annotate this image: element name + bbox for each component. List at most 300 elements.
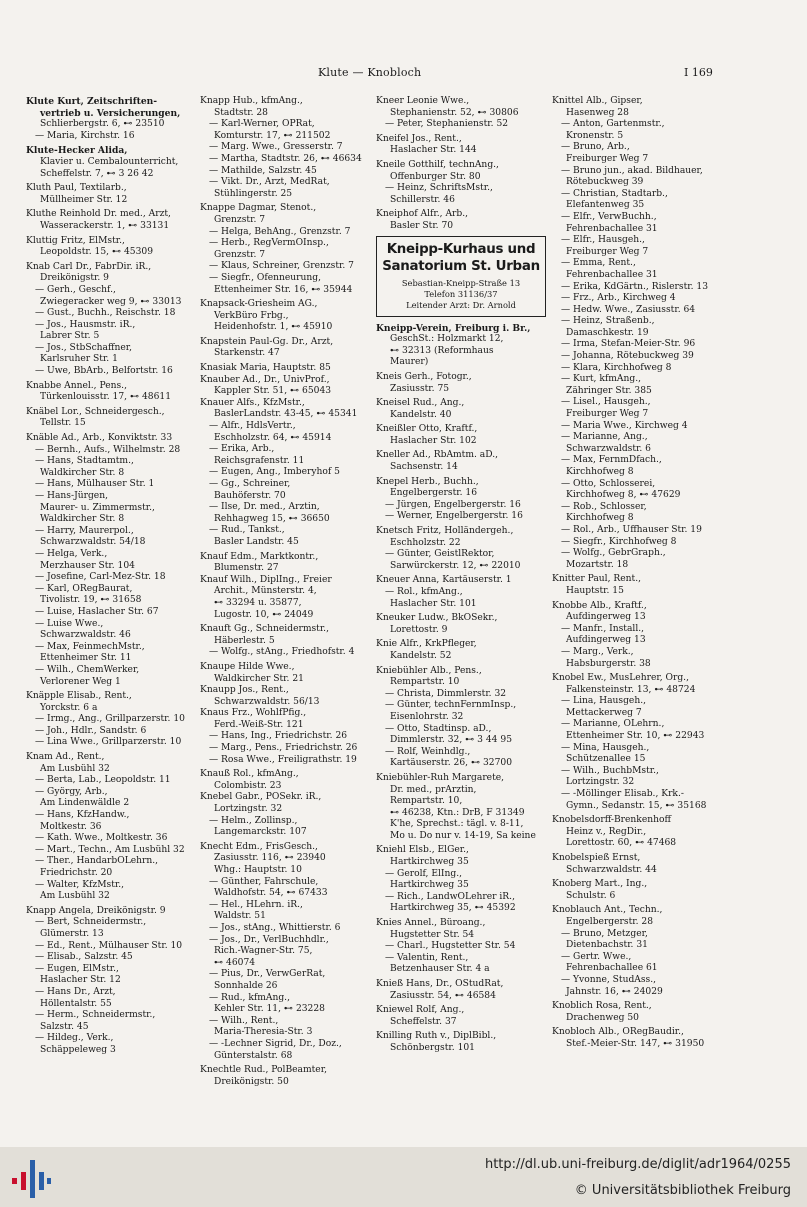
directory-entry-line: Knies Annel., Büroang., (376, 918, 486, 929)
directory-entry-line: — Helga, BehAng., Grenzstr. 7 (209, 226, 351, 237)
directory-entry-line: ⊷ 46074 (214, 957, 256, 968)
advert-line2: Sanatorium St. Urban (382, 258, 540, 274)
directory-entry-line: Am Lindenwäldle 2 (40, 798, 130, 809)
directory-entry-line: Zasiusstr. 75 (390, 383, 450, 394)
directory-entry-line: Maria-Theresia-Str. 3 (214, 1027, 313, 1038)
directory-entry-line: — Martha, Stadtstr. 26, ⊷ 46634 (209, 153, 362, 164)
directory-entry-line: Knobelspieß Ernst, (552, 853, 641, 863)
directory-entry-line: Sachsenstr. 14 (390, 462, 458, 473)
directory-entry-line: Knabbe Annel., Pens., (26, 380, 127, 391)
directory-entry-line: — Kath. Wwe., Moltkestr. 36 (35, 833, 168, 844)
directory-entry-line: — Bruno, Arb., (561, 142, 630, 153)
directory-entry-line: — Marg., Verk., (561, 646, 634, 657)
directory-entry-line: — Rolf, Weinhdlg., (385, 746, 471, 757)
directory-entry-line: Knobloch Alb., ORegBaudir., (552, 1027, 684, 1038)
directory-entry-line: Knam Ad., Rent., (26, 752, 105, 763)
directory-entry-line: — Yvonne, StudAss., (561, 974, 657, 985)
advert-line1: Kneipp-Kurhaus und (386, 241, 536, 257)
directory-entry-line: Haslacher Str. 101 (390, 598, 477, 609)
directory-entry-line: Engelbergerstr. 16 (390, 488, 478, 499)
directory-entry-line: Grenzstr. 7 (214, 214, 266, 225)
directory-entry-line: Verlorener Weg 1 (40, 676, 121, 687)
directory-entry-line: Friedrichstr. 20 (40, 868, 113, 878)
directory-entry-line: — Wilh., Rent., (209, 1015, 279, 1026)
directory-entry-line: Maurer- u. Zimmermstr., (40, 502, 155, 513)
directory-entry-line: — Mina, Hausgeh., (561, 742, 650, 753)
viewer-footer (0, 1147, 807, 1207)
directory-entry-line: Waldkircher Str. 21 (214, 673, 304, 684)
directory-entry-line: Moltkestr. 36 (40, 821, 102, 832)
directory-entry-line: Komturstr. 17, ⊷ 211502 (214, 130, 331, 141)
directory-entry-line: Knapstein Paul-Gg. Dr., Arzt, (200, 336, 334, 347)
directory-entry-line: Archit., Münsterstr. 4, (214, 586, 317, 597)
directory-entry-line: — Gg., Schreiner, (209, 479, 291, 489)
directory-entry-line: Knitter Paul, Rent., (552, 574, 641, 585)
directory-entry-line: Eschholzstr. 64, ⊷ 45914 (214, 432, 332, 443)
directory-entry-line: Jahnstr. 16, ⊷ 24029 (566, 986, 663, 997)
directory-entry-line: — Heinz, Straßenb., (561, 316, 655, 327)
directory-entry-line: Kneller Ad., RbAmtm. aD., (376, 450, 499, 461)
directory-entry-line: Dr. med., prÄrztin, (390, 784, 477, 795)
directory-entry-line: Kneuer Anna, Kartäuserstr. 1 (376, 575, 512, 586)
directory-entry-line: Stühlingerstr. 25 (214, 188, 293, 199)
directory-entry-line: Haslacher Str. 12 (40, 975, 121, 986)
directory-entry-line: Ettenheimer Str. 16, ⊷ 35944 (214, 284, 353, 295)
directory-entry-line: — Josefine, Carl-Mez-Str. 18 (35, 572, 166, 583)
library-logo-icon (10, 1158, 52, 1200)
directory-entry-line: Klavier u. Cembalounterricht, (40, 156, 179, 167)
directory-entry-line: Schwarzwaldstr. 56/13 (214, 696, 320, 707)
directory-entry-line: Schwarzwaldstr. 54/18 (40, 537, 146, 548)
directory-entry-line: — Gertr. Wwe., (561, 951, 632, 962)
directory-entry-line: — Anton, Gartenmstr., (561, 119, 665, 130)
directory-entry-line: Haslacher Str. 102 (390, 435, 477, 446)
directory-entry-line: Labrer Str. 5 (40, 331, 100, 342)
directory-entry-line: Fehrenbachallee 31 (566, 223, 658, 234)
directory-entry-line: Knasiak Maria, Hauptstr. 85 (200, 363, 331, 374)
directory-entry-line: — Gerh., Geschf., (35, 284, 116, 295)
directory-entry-line: — Valentin, Rent., (385, 952, 469, 963)
directory-entry-line: — Hans-Jürgen, (35, 491, 108, 501)
directory-entry-line: — Hans, Stadtamtm., (35, 456, 134, 467)
directory-entry-line: Karlsruher Str. 1 (40, 354, 118, 365)
directory-entry-line: Sarwürckerstr. 12, ⊷ 22010 (390, 560, 521, 571)
directory-entry-line: — Bernh., Aufs., Wilhelmstr. 28 (35, 444, 181, 455)
directory-entry-line: Dietenbachstr. 31 (566, 940, 648, 951)
source-url-link[interactable]: http://dl.ub.uni-freiburg.de/diglit/adr1964/0255 (484, 1157, 791, 1172)
directory-entry-line: — Christian, Stadtarb., (561, 188, 668, 199)
directory-entry-line: Knäpple Elisab., Rent., (26, 691, 132, 702)
directory-entry-line: Knaus Frz., WohlfPfig., (200, 708, 307, 719)
directory-entry-line: Knab Carl Dr., FabrDir. iR., (26, 261, 152, 272)
directory-entry-line: Knie Alfr., KrkPfleger, (376, 639, 477, 650)
directory-entry-line: Zwiegeracker weg 9, ⊷ 33013 (40, 296, 182, 307)
directory-entry-line: — Walter, KfzMstr., (35, 879, 125, 890)
page-number: I 169 (684, 66, 713, 79)
directory-entry-line: — Bruno jun., akad. Bildhauer, (561, 165, 703, 176)
directory-entry-line: — Elfr., Hausgeh., (561, 235, 645, 246)
directory-entry-line: Heinz v., RegDir., (566, 826, 647, 837)
directory-entry-line: — Vikt. Dr., Arzt, MedRat, (209, 177, 330, 188)
directory-entry-line: — Rud., kfmAng., (209, 992, 290, 1003)
directory-entry-line: Knobelsdorff-Brenkenhoff (552, 815, 671, 826)
directory-entry-line: Kniewel Rolf, Ang., (376, 1005, 465, 1016)
directory-entry-line: VerkBüro Frbg., (214, 310, 289, 321)
advert-line4: Telefon 31136/37 (424, 288, 498, 299)
directory-entry-line: Heidenhofstr. 1, ⊷ 45910 (214, 322, 333, 333)
directory-entry-line: — Lisel., Hausgeh., (561, 397, 651, 408)
directory-entry-line: Waldkircher Str. 8 (40, 467, 125, 478)
directory-entry-line: Schwarzwaldstr. 46 (40, 630, 131, 641)
directory-entry-line: Kronenstr. 5 (566, 130, 624, 141)
directory-entry-line: Scheffelstr. 37 (390, 1016, 457, 1027)
directory-entry-line: Schillerstr. 46 (390, 194, 455, 205)
directory-entry-line: — Kurt, kfmAng., (561, 374, 642, 385)
directory-entry-line: — Rol., Arb., Uffhauser Str. 19 (561, 524, 702, 535)
directory-entry-line: Knoblich Rosa, Rent., (552, 1001, 652, 1012)
directory-entry-line: — Günther, Fahrschule, (209, 876, 319, 887)
directory-entry-line: — Jos., Dr., VerlBuchhdlr., (209, 934, 329, 945)
directory-entry-line: Mozartstr. 18 (566, 559, 629, 570)
directory-entry-line: ⊷ 32313 (Reformhaus (390, 345, 494, 356)
directory-entry-line: Knauf Wilh., DiplIng., Freier (200, 574, 332, 585)
directory-entry-line: GeschSt.: Holzmarkt 12, (390, 334, 504, 345)
directory-entry-line: Knobbe Alb., Kraftf., (552, 600, 647, 611)
directory-entry-line: — Mathilde, Salzstr. 45 (209, 165, 317, 176)
directory-entry-line: — Joh., Hdlr., Sandstr. 6 (35, 725, 147, 736)
directory-entry-line: — Maria, Kirchstr. 16 (35, 130, 135, 141)
directory-entry-line: ⊷ 33294 u. 35877, (214, 597, 302, 608)
directory-entry-line: Knapp Hub., kfmAng., (200, 96, 303, 106)
directory-entry-line: Habsburgerstr. 38 (566, 658, 651, 669)
advert-line5: Leitender Arzt: Dr. Arnold (406, 299, 516, 310)
directory-entry-line: — Alfr., HdlsVertr., (209, 421, 296, 432)
directory-entry-line: — Hans, Mülhauser Str. 1 (35, 479, 155, 490)
directory-entry-line: Kluttig Fritz, ElMstr., (26, 235, 125, 246)
directory-entry-line: Klute Kurt, Zeitschriften- (26, 96, 158, 107)
directory-entry-line: Lorettostr. 60, ⊷ 47468 (566, 838, 677, 849)
directory-entry-line: — Mart., Techn., Am Lusbühl 32 (35, 844, 185, 855)
directory-entry-line: Dreikönigstr. 50 (214, 1076, 289, 1087)
directory-entry-line: Merzhauser Str. 104 (40, 560, 135, 571)
directory-entry-line: — Max, FeinmechMstr., (35, 641, 145, 652)
directory-entry-line: Dreikönigstr. 9 (40, 273, 109, 284)
directory-entry-line: Knapsack-Griesheim AG., (200, 299, 318, 310)
directory-entry-line: Klute-Hecker Alida, (26, 145, 128, 157)
directory-entry-line: — Helm., Zollinsp., (209, 815, 298, 826)
directory-entry-line: — Ther., HandarbOLehrn., (35, 856, 159, 867)
directory-entry-line: — Jos., StbSchaffner, (35, 342, 133, 353)
directory-entry-line: Leopoldstr. 15, ⊷ 45309 (40, 247, 154, 258)
directory-entry-line: — Marianne, OLehrn., (561, 719, 665, 730)
directory-entry-line: Rehhagweg 15, ⊷ 36650 (214, 513, 330, 524)
directory-entry-line: Häberlestr. 5 (214, 635, 275, 646)
directory-entry-line: Stephanienstr. 52, ⊷ 30806 (390, 107, 519, 118)
directory-entry-line: Bauhöferstr. 70 (214, 490, 286, 501)
directory-entry-line: Schwarzwaldstr. 44 (566, 864, 657, 875)
directory-entry-line: — Helga, Verk., (35, 548, 108, 559)
directory-entry-line: — Irma, Stefan-Meier-Str. 96 (561, 339, 696, 350)
directory-entry-line: — Frz., Arb., Kirchweg 4 (561, 293, 676, 304)
directory-entry-line: — Rich., LandwOLehrer iR., (385, 891, 515, 902)
copyright-notice: © Universitätsbibliothek Freiburg (574, 1183, 791, 1198)
directory-entry-line: Knapp Angela, Dreikönigstr. 9 (26, 905, 166, 916)
directory-entry-line: Falkensteinstr. 13, ⊷ 48724 (566, 684, 696, 695)
directory-entry-line: Kneipp-Verein, Freiburg i. Br., (376, 322, 531, 334)
directory-entry-line: Langemarckstr. 107 (214, 827, 307, 838)
directory-entry-line: Mettackerweg 7 (566, 707, 642, 718)
directory-entry-line: Knilling Ruth v., DiplBibl., (376, 1031, 497, 1042)
directory-entry-line: Knebel Gabr., POSekr. iR., (200, 792, 322, 803)
directory-entry-line: Kneisel Rud., Ang., (376, 398, 465, 409)
directory-entry-line: — Erika, Arb., (209, 444, 275, 455)
directory-entry-line: Yorckstr. 6 a (40, 702, 98, 713)
directory-entry-line: Knäble Ad., Arb., Konviktstr. 33 (26, 433, 173, 444)
directory-entry-line: Aufdingerweg 13 (566, 635, 646, 646)
directory-entry-line: — Max, FernmDfach., (561, 455, 662, 466)
directory-entry-line: Fehrenbachallee 31 (566, 269, 658, 280)
directory-entry-line: Hasenweg 28 (566, 107, 629, 118)
directory-entry-line: Stef.-Meier-Str. 147, ⊷ 31950 (566, 1038, 705, 1049)
directory-entry-line: Schäppeleweg 3 (40, 1044, 116, 1055)
directory-entry-line: — Hans Dr., Arzt, (35, 986, 116, 997)
directory-entry-line: Betzenhauser Str. 4 a (390, 964, 490, 975)
directory-entry-line: Ettenheimer Str. 11 (40, 653, 132, 664)
directory-entry-line: Kandelstr. 52 (390, 650, 452, 661)
directory-entry-line: ⊷ 46238, Ktn.: DrB, F 31349 (390, 807, 525, 818)
directory-entry-line: Ferd.-Weiß-Str. 121 (214, 719, 304, 730)
directory-entry-line: Zasiusstr. 116, ⊷ 23940 (214, 853, 326, 864)
directory-entry-line: Rempartstr. 10 (390, 677, 460, 688)
directory-entry-line: Eisenlohrstr. 32 (390, 711, 464, 722)
directory-entry-line: Hartkirchweg 35, ⊷ 45392 (390, 903, 516, 914)
directory-entry-line: vertrieb u. Versicherungen, (40, 107, 181, 119)
directory-entry-line: Kniebühler-Ruh Margarete, (376, 772, 505, 783)
directory-entry-line: Kneile Gotthilf, technAng., (376, 159, 499, 170)
directory-entry-line: Kluth Paul, Textilarb., (26, 183, 127, 194)
directory-entry-line: Kluthe Reinhold Dr. med., Arzt, (26, 209, 171, 220)
directory-entry-line: — Gerolf, ElIng., (385, 868, 463, 879)
directory-entry-line: — Berta, Lab., Leopoldstr. 11 (35, 775, 171, 786)
directory-entry-line: Hugstetter Str. 54 (390, 929, 475, 940)
directory-entry-line: Knetsch Fritz, Holländergeh., (376, 526, 514, 537)
directory-entry-line: Offenburger Str. 80 (390, 171, 481, 182)
directory-entry-line: — Günter, GeistlRektor, (385, 549, 495, 560)
directory-entry-line: — Christa, Dimmlerstr. 32 (385, 688, 507, 699)
directory-entry-line: — Jürgen, Engelbergerstr. 16 (385, 499, 521, 510)
directory-entry-line: Whg.: Hauptstr. 10 (214, 865, 302, 875)
advert-line3: Sebastian-Kneipp-Straße 13 (401, 277, 521, 288)
directory-entry-line: Knoblauch Ant., Techn., (552, 905, 663, 916)
directory-entry-line: — Johanna, Rötebuckweg 39 (561, 351, 694, 362)
running-head (0, 66, 807, 84)
directory-entry-line: Lugostr. 10, ⊷ 24049 (214, 609, 314, 620)
directory-entry-line: Sonnhalde 26 (214, 980, 278, 991)
directory-entry-line: K'he, Sprechst.: tägl. v. 8-11, (390, 819, 524, 830)
directory-entry-line: Kniehl Elsb., ElGer., (376, 845, 469, 856)
directory-entry-line: — Wolfg., stAng., Friedhofstr. 4 (209, 647, 355, 658)
directory-entry-line: Wasserackerstr. 1, ⊷ 33131 (40, 220, 170, 231)
directory-entry-line: Eschholzstr. 22 (390, 537, 461, 548)
directory-entry-line: Tellstr. 15 (40, 418, 86, 429)
directory-entry-line: — Lina Wwe., Grillparzerstr. 10 (35, 737, 182, 748)
directory-entry-line: Hartkirchweg 35 (390, 857, 469, 868)
directory-entry-line: Knechtle Rud., PolBeamter, (200, 1065, 327, 1076)
directory-entry-line: Knauber Ad., Dr., UnivProf., (200, 374, 330, 385)
directory-entry-line: Knaupe Hilde Wwe., (200, 661, 295, 672)
directory-entry-line: — Pius, Dr., VerwGerRat, (209, 969, 326, 980)
directory-entry-line: — Klara, Kirchhofweg 8 (561, 362, 672, 373)
directory-entry-line: Schützenallee 15 (566, 754, 646, 765)
directory-entry-line: — Hans, KfzHandw., (35, 810, 130, 821)
directory-entry-line: — Karl, ORegBaurat, (35, 583, 133, 594)
directory-entry-line: BaslerLandstr. 43-45, ⊷ 45341 (214, 409, 358, 420)
directory-entry-line: — Hel., HLehrn. iR., (209, 899, 303, 910)
directory-entry-line: — Karl-Werner, OPRat, (209, 119, 315, 130)
directory-entry-line: Kirchhofweg 8, ⊷ 47629 (566, 490, 681, 501)
directory-entry-line: Fehrenbachallee 61 (566, 963, 658, 974)
directory-entry-line: Knaupp Jos., Rent., (200, 685, 289, 696)
directory-entry-line: — Peter, Stephanienstr. 52 (385, 119, 509, 130)
directory-entry-line: — Hildeg., Verk., (35, 1033, 114, 1044)
directory-entry-line: Elefantenweg 35 (566, 200, 645, 211)
directory-entry-line: — Wilh., BuchbMstr., (561, 765, 659, 776)
directory-entry-line: Knoberg Mart., Ing., (552, 879, 648, 890)
directory-entry-line: Schönbergstr. 101 (390, 1042, 475, 1053)
directory-entry-line: Kehler Str. 11, ⊷ 23228 (214, 1004, 325, 1015)
directory-entry-line: — György, Arb., (35, 786, 108, 797)
directory-entry-line: Günterstalstr. 68 (214, 1050, 293, 1061)
directory-entry-line: Engelbergerstr. 28 (566, 916, 654, 927)
directory-entry-line: Am Lusbühl 32 (40, 891, 110, 902)
directory-entry-line: — -Lechner Sigrid, Dr., Doz., (209, 1038, 342, 1049)
directory-entry-line: Schulstr. 6 (566, 890, 616, 901)
directory-entry-line: Lortzingstr. 32 (566, 777, 635, 788)
directory-entry-line: Knepel Herb., Buchh., (376, 476, 479, 487)
directory-entry-line: — Jos., Hausmstr. iR., (35, 319, 136, 330)
directory-entry-line: Mo u. Do nur v. 14-19, Sa keine (390, 830, 536, 841)
directory-entry-line: Rötebuckweg 39 (566, 177, 644, 188)
directory-entry-line: Kneiphof Alfr., Arb., (376, 209, 469, 220)
directory-entry-line: — Irmg., Ang., Grillparzerstr. 10 (35, 714, 185, 725)
directory-entry-line: Kneuker Ludw., BkOSekr., (376, 613, 498, 624)
directory-entry-line: Knauer Alfs., KfzMstr., (200, 397, 305, 408)
directory-column-3 (376, 96, 548, 1141)
directory-entry-line: Kneifel Jos., Rent., (376, 133, 462, 144)
directory-entry-line: — Charl., Hugstetter Str. 54 (385, 941, 516, 952)
directory-entry-line: Kartäuserstr. 26, ⊷ 32700 (390, 758, 513, 769)
directory-entry-line: Kneis Gerh., Fotogr., (376, 371, 472, 382)
directory-entry-line: — Gust., Buchh., Reischstr. 18 (35, 308, 176, 319)
directory-entry-line: — Hans, Ing., Friedrichstr. 26 (209, 731, 348, 742)
directory-entry-line: Freiburger Weg 7 (566, 246, 649, 257)
directory-entry-line: Knappe Dagmar, Stenot., (200, 203, 317, 214)
directory-entry-line: Türkenlouisstr. 17, ⊷ 48611 (40, 392, 171, 403)
directory-entry-line: — Rol., kfmAng., (385, 587, 463, 597)
directory-entry-line: — Bruno, Metzger, (561, 928, 648, 939)
directory-column-4 (552, 96, 724, 1141)
directory-entry-line: — Luise Wwe., (35, 618, 104, 629)
directory-entry-line: Knauß Rol., kfmAng., (200, 769, 299, 780)
directory-entry-line: — Heinz, SchriftsMstr., (385, 183, 493, 194)
directory-entry-line: Schwarzwaldstr. 6 (566, 443, 651, 454)
directory-entry-line: Zasiusstr. 54, ⊷ 46584 (390, 990, 496, 1001)
directory-entry-line: Lortzingstr. 32 (214, 804, 283, 815)
directory-entry-line: Lorettostr. 9 (390, 624, 448, 635)
directory-entry-line: — Harry, Maurerpol., (35, 525, 134, 536)
directory-entry-line: Colombistr. 23 (214, 780, 282, 791)
directory-entry-line: — Marg. Wwe., Gresserstr. 7 (209, 142, 343, 153)
directory-entry-line: — Rosa Wwe., Freiligrathstr. 19 (209, 754, 357, 765)
directory-entry-line: — Wolfg., GebrGraph., (561, 548, 666, 559)
directory-entry-line: Gymn., Sedanstr. 15, ⊷ 35168 (566, 800, 707, 811)
directory-entry-line: — Siegfr., Kirchhofweg 8 (561, 536, 677, 547)
directory-entry-line: Höllentalstr. 55 (40, 998, 112, 1009)
directory-entry-line: Müllheimer Str. 12 (40, 194, 128, 205)
directory-entry-line: — Luise, Haslacher Str. 67 (35, 606, 159, 617)
directory-entry-line: — Otto, Schlosserei, (561, 478, 656, 489)
directory-entry-line: Freiburger Weg 7 (566, 153, 649, 164)
directory-column-2 (200, 96, 372, 1141)
directory-entry-line: Kniebühler Alb., Pens., (376, 665, 482, 676)
directory-entry-line: Basler Str. 70 (390, 220, 454, 231)
directory-entry-line: Knecht Edm., FrisGesch., (200, 841, 318, 852)
directory-entry-line: — Lina, Hausgeh., (561, 696, 646, 707)
directory-entry-line: — Ed., Rent., Mülhauser Str. 10 (35, 940, 183, 951)
directory-entry-line: Drachenweg 50 (566, 1012, 639, 1023)
directory-entry-line: Haslacher Str. 144 (390, 145, 477, 156)
directory-entry-line: — Marianne, Ang., (561, 432, 648, 443)
directory-entry-line: — Rud., Tankst., (209, 525, 285, 536)
directory-entry-line: — Otto, Stadtinsp. aD., (385, 723, 492, 734)
directory-entry-line: Salzstr. 45 (40, 1021, 89, 1032)
directory-entry-line: Reichsgrafenstr. 11 (214, 455, 305, 466)
directory-entry-line: Hartkirchweg 35 (390, 880, 469, 891)
directory-entry-line: — Siegfr., Ofenneurung, (209, 272, 322, 283)
directory-entry-line: — Eugen, ElMstr., (35, 963, 119, 974)
directory-entry-line: Knobel Ew., MusLehrer, Org., (552, 673, 689, 684)
directory-entry-line: Knauft Gg., Schneidermstr., (200, 624, 329, 635)
directory-entry-line: Kandelstr. 40 (390, 409, 452, 420)
directory-entry-line: Hauptstr. 15 (566, 585, 624, 596)
directory-entry-line: Am Lusbühl 32 (40, 763, 110, 774)
directory-entry-line: — Günter, technFernmInsp., (385, 700, 517, 711)
directory-entry-line: — Herb., RegVermOInsp., (209, 238, 329, 249)
directory-entry-line: — Hedw. Wwe., Zasiusstr. 64 (561, 304, 696, 315)
directory-entry-line: Knittel Alb., Gipser, (552, 96, 643, 106)
directory-entry-line: Ettenheimer Str. 10, ⊷ 22943 (566, 731, 705, 742)
directory-entry-line: Schlierbergstr. 6, ⊷ 23510 (40, 119, 165, 130)
directory-entry-line: Starkenstr. 47 (214, 348, 280, 359)
directory-entry-line: Knäbel Lor., Schneidergesch., (26, 406, 165, 417)
directory-entry-line: Kneißler Otto, Kraftf., (376, 424, 478, 435)
directory-entry-line: Freiburger Weg 7 (566, 409, 649, 420)
directory-entry-line: Grenzstr. 7 (214, 249, 266, 260)
directory-entry-line: — Klaus, Schreiner, Grenzstr. 7 (209, 261, 354, 272)
directory-entry-line: Maurer) (390, 357, 429, 368)
directory-entry-line: — Manfr., Install., (561, 623, 645, 634)
directory-entry-line: — Bert, Schneidermstr., (35, 917, 147, 928)
directory-entry-line: Damaschkestr. 19 (566, 327, 649, 338)
directory-entry-line: Scheffelstr. 7, ⊷ 3 26 42 (40, 168, 154, 179)
directory-entry-line: Zähringer Str. 385 (566, 385, 652, 396)
directory-entry-line: Rich.-Wagner-Str. 75, (214, 946, 313, 957)
directory-entry-line: Kneer Leonie Wwe., (376, 96, 470, 106)
directory-entry-line: Knauf Edm., Marktkontr., (200, 551, 319, 562)
directory-entry-line: — Jos., stAng., Whittierstr. 6 (209, 922, 341, 933)
directory-column-1 (26, 96, 198, 1141)
directory-entry-line: Aufdingerweg 13 (566, 612, 646, 623)
